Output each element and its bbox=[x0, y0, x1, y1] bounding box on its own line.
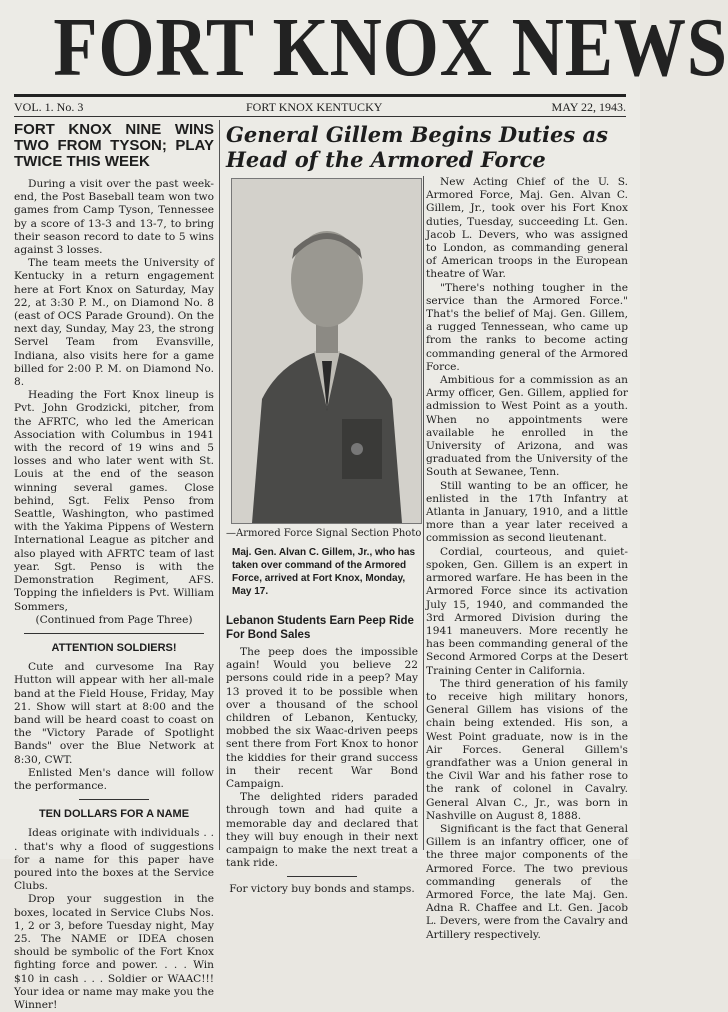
contest-paragraph: Drop your suggestion in the boxes, located in Service Clubs Nos. 1, 2 or 3, before Tuesday night, May 25. The NAME or IDEA chosen should be symbolic of the Fort Knox fighting force and power. . . . Win $10 in cash . . . Soldier or WAAC!!! Your idea or name may make you the Winner! bbox=[14, 893, 214, 1011]
gillem-paragraph: New Acting Chief of the U. S. Armored Force, Maj. Gen. Alvan C. Gillem, Jr., took over his Fort Knox duties, Tuesday, succeeding Lt. Gen. Jacob L. Devers, who was assigned to London, as commanding general of American troops in the European theatre of War. bbox=[426, 176, 628, 281]
baseball-paragraph: Heading the Fort Knox lineup is Pvt. John Grodzicki, pitcher, from the AFRTC, who led the American Association with Columbus in 1941 with the record of 19 wins and 5 losses and who later went with St. Louis at the end of the season winning several games. Close behind, Sgt. Felix Penso from Seattle, Washington, who pastimed with the Yakima Pippens of Western International League as pitcher and also played with AFRTC team of last year. Sgt. Penso is with the Demonstration Regiment, AFS. Topping the infielders is Pvt. William Sommers, bbox=[14, 389, 214, 613]
gillem-paragraph: "There's nothing tougher in the service than the Armored Force." That's the belief of Maj. Gen. Gillem, a rugged Tennessean, who came up from the ranks to become acting commanding general of the Armored Force. bbox=[426, 281, 628, 373]
gillem-photo bbox=[231, 178, 422, 524]
attention-paragraph: Cute and curvesome Ina Ray Hutton will appear with her all-male band at the Field House, Friday, May 21. Show will start at 8:00 and the band will be heard coast to coast on the "Victory Parade of Spotlight Bands" over the Blue Network at 8:30, CWT. bbox=[14, 661, 214, 766]
volume-number: VOL. 1. No. 3 bbox=[14, 100, 84, 114]
portrait-illustration bbox=[232, 179, 421, 523]
gillem-paragraph: Ambitious for a commission as an Army officer, Gen. Gillem, applied for admission to West Point as a youth. When no appointments were available he enrolled in the University of Arizona, and was graduated from the University of the South at Sewanee, Tenn. bbox=[426, 374, 628, 479]
gillem-paragraph: Cordial, courteous, and quiet-spoken, Gen. Gillem is an expert in armored warfare. He has been in the Armored Force since its activation July 15, 1940, and commanded the 3rd Armored Division during the 1941 maneuvers. More recently he has been commanding general of the Second Armored Corps at the Desert Training Center in California. bbox=[426, 545, 628, 677]
gillem-paragraph: The third generation of his family to receive high military honors, General Gillem has visions of the chain being extended. His son, a West Point graduate, now is in the Air Forces. General Gillem's grandfather was a Union general in the Civil War and his father rose to the rank of colonel in Cavalry. General Alvan C., Jr., was born in Nashville on August 8, 1888. bbox=[426, 677, 628, 822]
continued-note: (Continued from Page Three) bbox=[35, 613, 193, 626]
right-column bbox=[426, 176, 628, 942]
lebanon-story bbox=[226, 614, 418, 897]
issue-date: MAY 22, 1943. bbox=[551, 100, 626, 114]
section-rule bbox=[24, 633, 204, 634]
lebanon-paragraph: The delighted riders paraded through town and had quite a memorable day and declared that they will buy enough in their next campaign to make the next treat a tank ride. bbox=[226, 791, 418, 870]
dateline-place: FORT KNOX KENTUCKY bbox=[246, 100, 383, 114]
photo-caption: Maj. Gen. Alvan C. Gillem, Jr., who has taken over command of the Armored Force, arrived at Fort Knox, Monday, May 17. bbox=[232, 547, 416, 597]
masthead-rule bbox=[14, 94, 626, 97]
contest-headline: TEN DOLLARS FOR A NAME bbox=[38, 808, 190, 821]
baseball-paragraph: During a visit over the past week-end, the Post Baseball team won two games from Camp Tyson, Tennessee by a score of 13-3 and 13-7, to bring their season record to date to 5 wins against 3 losses. bbox=[14, 178, 214, 257]
column-divider bbox=[219, 120, 220, 850]
contest-paragraph: Ideas originate with individuals . . . that's why a flood of suggestions for a name for this paper have poured into the boxes at the Service Clubs. bbox=[14, 827, 214, 893]
section-rule bbox=[287, 876, 357, 877]
baseball-paragraph: The team meets the University of Kentucky in a return engagement here at Fort Knox on Saturday, May 22, at 3:30 P. M., on Diamond No. 8 (east of OCS Parade Ground). On the next day, Sunday, May 23, the strong Servel Team from Evansville, Indiana, also visits here for a game billed for 2:00 P. M. on Diamond No. 8. bbox=[14, 257, 214, 389]
bonds-slogan: For victory buy bonds and stamps. bbox=[229, 883, 415, 896]
section-rule bbox=[79, 799, 149, 800]
attention-paragraph: Enlisted Men's dance will follow the performance. bbox=[14, 766, 214, 792]
lebanon-headline: Lebanon Students Earn Peep Ride For Bond Sales bbox=[226, 615, 414, 641]
dateline bbox=[14, 100, 626, 116]
lebanon-paragraph: The peep does the impossible again! Would you believe 22 persons could ride in a peep? May 13 proved it to be possible when over a thousand of the school children of Lebanon, Kentucky, mobbed the six Waac-driven peeps sent there from Fort Knox to honor the kiddies for their grand success in their recent War Bond Campaign. bbox=[226, 646, 418, 791]
baseball-headline: FORT KNOX NINE WINS TWO FROM TYSON; PLAY TWICE THIS WEEK bbox=[14, 121, 214, 170]
masthead-title: FORT KNOX NEWS bbox=[53, 1, 728, 94]
left-column bbox=[14, 122, 214, 1012]
gillem-paragraph: Significant is the fact that General Gillem is an infantry officer, one of the three major components of the Armored Force. The two previous commanding generals of the Armored Force, the late Maj. Gen. Adna R. Chaffee and Lt. Gen. Jacob L. Devers, were from the Cavalry and Artillery respectively. bbox=[426, 822, 629, 941]
photo-credit: —Armored Force Signal Section Photo bbox=[226, 528, 422, 539]
dateline-rule bbox=[14, 116, 626, 117]
gillem-headline: General Gillem Begins Duties as Head of the Armored Force bbox=[226, 122, 608, 172]
attention-headline: ATTENTION SOLDIERS! bbox=[51, 641, 177, 654]
gillem-paragraph: Still wanting to be an officer, he enlisted in the 17th Infantry at Atlanta in January, 1910, and a little more than a year later received a commission as second lieutenant. bbox=[426, 479, 628, 545]
column-divider bbox=[423, 176, 424, 850]
